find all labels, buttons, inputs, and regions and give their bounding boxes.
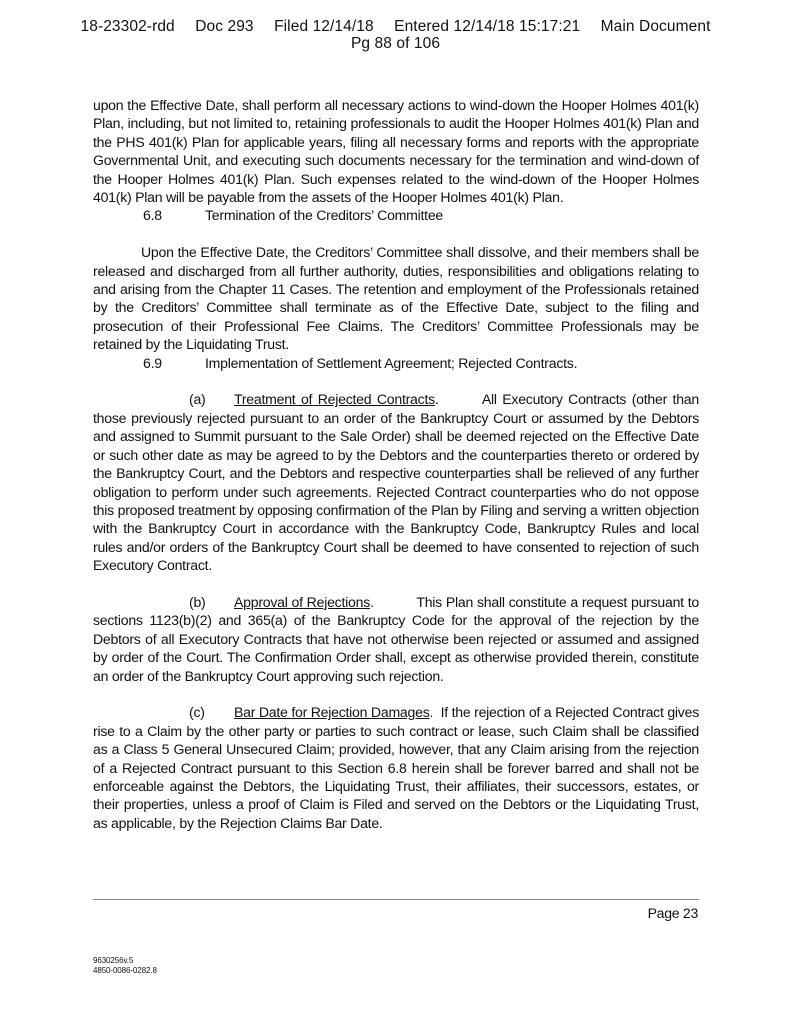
subsection-label: (b)	[189, 593, 206, 610]
subsection-label: (c)	[189, 704, 205, 721]
section-number: 6.8	[143, 207, 162, 224]
filed-date: Filed 12/14/18	[274, 18, 374, 35]
document-id: 4850-0086-0282.8	[93, 966, 157, 975]
stamp-line-1	[0, 18, 791, 35]
section-number: 6.9	[143, 354, 162, 371]
subsection-b: (b) Approval of Rejections. This Plan shall constitute a request pursuant to sections 1123(b)(2) and 365(a) of the Bankruptcy Code for the approval of the rejection by the Debtors of all Executory Contracts that have not otherwise been rejected or assumed and assigned by order of the Court. The Confirmation Order shall, except as otherwise provided therein, constitute an order of the Bankruptcy Court approving such rejection.	[93, 593, 700, 684]
subsection-text: All Executory Contracts (other than those previously rejected pursuant to an order of the Bankruptcy Court or assumed by the Debtors and assigned to Summit pursuant to the Sale Order) shall be deemed rejected on the Effective Date or such other date as may be agreed to by the Debtors and the counterparties thereto or ordered by the Bankruptcy Court, and the Debtors and respective counterparties shall be relieved of any further obligation to perform under such agreements. Rejected Contract counterparties who do not oppose this proposed treatment by opposing confirmation of the Plan by Filing and serving a written objection with the Bankruptcy Court in accordance with the Bankruptcy Code, Bankruptcy Rules and local rules and/or orders of the Bankruptcy Court shall be deemed to have consented to rejection of such Executory Contract.	[93, 391, 699, 574]
subsection-a: (a) Treatment of Rejected Contracts. All Executory Contracts (other than those previously rejected pursuant to an order of the Bankruptcy Court or assumed by the Debtors and assigned to Summit pursuant to the Sale Order) shall be deemed rejected on the Effective Date or such other date as may be agreed to by the Debtors and the counterparties thereto or ordered by the Bankruptcy Court, and the Debtors and respective counterparties shall be relieved of any further obligation to perform under such agreements. Rejected Contract counterparties who do not oppose this proposed treatment by opposing confirmation of the Plan by Filing and serving a written objection with the Bankruptcy Court in accordance with the Bankruptcy Code, Bankruptcy Rules and local rules and/or orders of the Bankruptcy Court shall be deemed to have consented to rejection of such Executory Contract.	[93, 391, 699, 574]
document-type: Main Document	[600, 18, 711, 35]
subsection-c: (c) Bar Date for Rejection Damages. If the rejection of a Rejected Contract gives rise to a Claim by the other party or parties to such contract or lease, such Claim shall be classified as a Class 5 General Unsecured Claim; provided, however, that any Claim arising from the rejection of a Rejected Contract pursuant to this Section 6.8 herein shall be forever barred and shall not be enforceable against the Debtors, the Liquidating Trust, their affiliates, their successors, estates, or their properties, unless a proof of Claim is Filed and served on the Debtors or the Liquidating Trust, as applicable, by the Rejection Claims Bar Date.	[93, 704, 699, 831]
intro-paragraph: upon the Effective Date, shall perform all necessary actions to wind-down the Hooper Holmes 401(k) Plan, including, but not limited to, retaining professionals to audit the Hooper Holmes 401(k) Plan and the PHS 401(k) Plan for applicable years, filing all necessary forms and reports with the appropriate Governmental Unit, and executing such documents necessary for the termination and wind-down of the Hooper Holmes 401(k) Plan. Such expenses related to the wind-down of the Hooper Holmes 401(k) Plan will be payable from the assets of the Hooper Holmes 401(k) Plan.	[93, 97, 699, 206]
subsection-title: Bar Date for Rejection Damages	[234, 704, 430, 721]
entered-date: Entered 12/14/18 15:17:21	[394, 18, 581, 35]
subsection-label: (a)	[189, 391, 206, 408]
document-identifiers	[93, 956, 157, 976]
subsection-title: Approval of Rejections	[234, 593, 370, 610]
footer-divider	[93, 899, 699, 900]
case-number: 18-23302-rdd	[80, 18, 175, 35]
section-6-8-paragraph: Upon the Effective Date, the Creditors’ Committee shall dissolve, and their members shall be released and discharged from all further authority, duties, responsibilities and obligations relating to and arising from the Chapter 11 Cases. The retention and employment of the Professionals retained by the Creditors’ Committee shall terminate as of the Effective Date, subject to the filing and prosecution of their Professional Fee Claims. The Creditors’ Committee Professionals may be retained by the Liquidating Trust.	[93, 244, 699, 353]
subsection-text: If the rejection of a Rejected Contract gives rise to a Claim by the other party or parties to such contract or lease, such Claim shall be classified as a Class 5 General Unsecured Claim; provided, however, that any Claim arising from the rejection of a Rejected Contract pursuant to this Section 6.8 herein shall be forever barred and shall not be enforceable against the Debtors, the Liquidating Trust, their affiliates, their successors, estates, or their properties, unless a proof of Claim is Filed and served on the Debtors or the Liquidating Trust, as applicable, by the Rejection Claims Bar Date.	[93, 704, 699, 831]
document-body	[93, 96, 699, 832]
pdf-page-indicator: Pg 88 of 106	[350, 35, 441, 52]
section-title: Implementation of Settlement Agreement; Rejected Contracts.	[205, 354, 578, 371]
subsection-text: This Plan shall constitute a request pursuant to sections 1123(b)(2) and 365(a) of the Bankruptcy Code for the approval of the rejection by the Debtors of all Executory Contracts that have not otherwise been rejected or assumed and assigned by order of the Court. The Confirmation Order shall, except as otherwise provided therein, constitute an order of the Bankruptcy Court approving such rejection.	[93, 593, 700, 684]
section-title: Termination of the Creditors’ Committee	[205, 207, 444, 224]
document-id: 9630256v.5	[93, 956, 134, 965]
page-number: Page 23	[647, 905, 698, 921]
subsection-title: Treatment of Rejected Contracts	[234, 391, 435, 408]
section-6-8-heading	[93, 206, 699, 224]
court-filing-stamp	[0, 18, 791, 52]
docket-number: Doc 293	[195, 18, 254, 35]
section-6-9-heading	[93, 354, 699, 372]
